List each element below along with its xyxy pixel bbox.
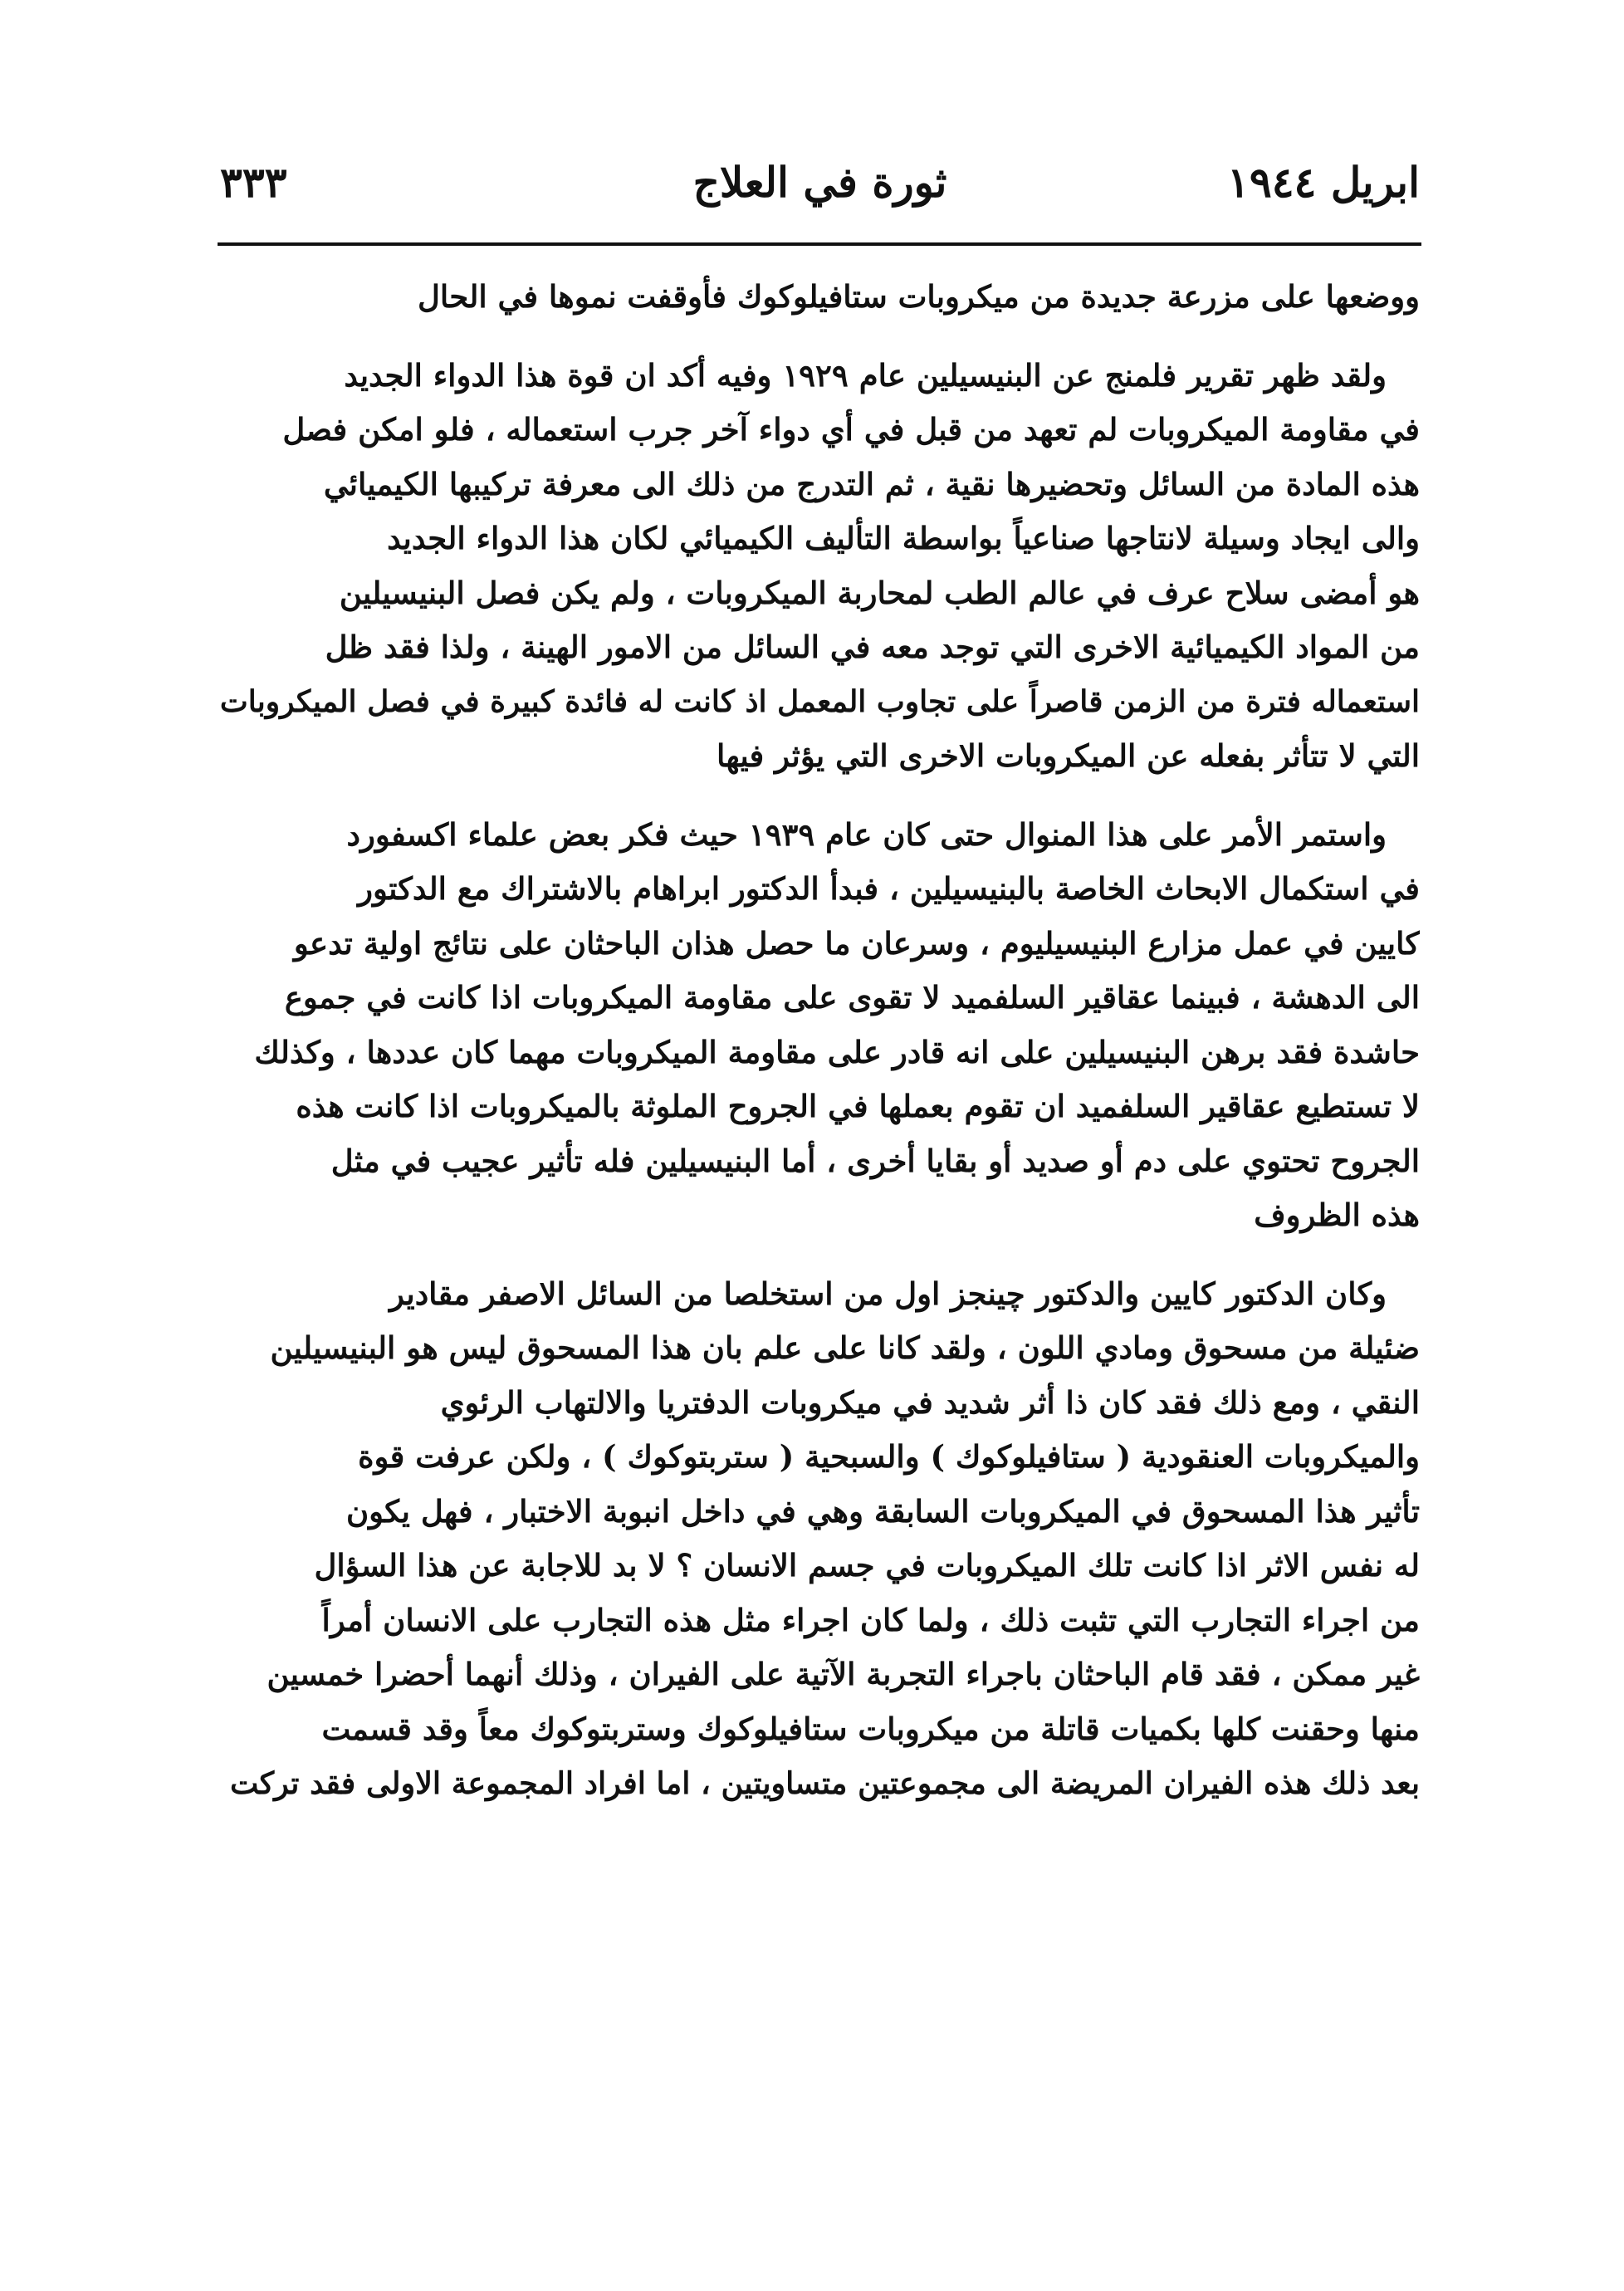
text-line: التي لا تتأثر بفعله عن الميكروبات الاخرى التي يؤثر فيها <box>717 737 1420 774</box>
text-line: بعد ذلك هذه الفيران المريضة الى مجموعتين متساويتين ، اما افراد المجموعة الاولى فقد تركت <box>229 1765 1420 1801</box>
text-line: الى الدهشة ، فبينما عقاقير السلفميد لا تقوى على مقاومة الميكروبات اذا كانت في جموع <box>284 979 1420 1016</box>
text-line: ووضعها على مزرعة جديدة من ميكروبات ستافيلوكوك فأوقفت نموها في الحال <box>418 278 1420 315</box>
text-line: هذه المادة من السائل وتحضيرها نقية ، ثم التدرج من ذلك الى معرفة تركيبها الكيميائي <box>323 465 1420 502</box>
article-body <box>220 270 1420 1811</box>
paragraph <box>220 808 1420 1243</box>
page-number: ٣٣٣ <box>220 158 287 207</box>
text-line: من المواد الكيميائية الاخرى التي توجد معه في السائل من الامور الهينة ، ولذا فقد ظل <box>325 629 1420 665</box>
text-line: والى ايجاد وسيلة لانتاجها صناعياً بواسطة التأليف الكيميائي لكان هذا الدواء الجديد <box>387 520 1420 556</box>
issue-date: ابريل ١٩٤٤ <box>1226 158 1420 207</box>
text-line: لا تستطيع عقاقير السلفميد ان تقوم بعملها في الجروح الملوثة بالميكروبات اذا كانت هذه <box>296 1088 1420 1124</box>
text-line: هذه الظروف <box>1254 1197 1420 1233</box>
text-line: في استكمال الابحاث الخاصة بالبنيسيلين ، فبدأ الدكتور ابراهام بالاشتراك مع الدكتور <box>358 870 1420 907</box>
text-line: حاشدة فقد برهن البنيسيلين على انه قادر على مقاومة الميكروبات مهما كان عددها ، وكذلك <box>254 1033 1420 1070</box>
paragraph <box>220 270 1420 325</box>
text-line: وكان الدكتور كايين والدكتور چينجز اول من استخلصا من السائل الاصفر مقادير <box>389 1275 1387 1312</box>
text-line: النقي ، ومع ذلك فقد كان ذا أثر شديد في ميكروبات الدفتريا والالتهاب الرئوي <box>440 1383 1420 1421</box>
text-line: منها وحقنت كلها بكميات قاتلة من ميكروبات ستافيلوكوك وستربتوكوك معاً وقد قسمت <box>321 1710 1420 1747</box>
text-line: الجروح تحتوي على دم أو صديد أو بقايا أخرى ، أما البنيسيلين فله تأثير عجيب في مثل <box>330 1142 1420 1179</box>
text-line: تأثير هذا المسحوق في الميكروبات السابقة وهي في داخل انبوبة الاختبار ، فهل يكون <box>345 1492 1420 1530</box>
text-line: ضئيلة من مسحوق ومادي اللون ، ولقد كانا على علم بان هذا المسحوق ليس هو البنيسيلين <box>270 1329 1420 1366</box>
running-title: ثورة في العلاج <box>692 158 947 207</box>
text-line: غير ممكن ، فقد قام الباحثان باجراء التجربة الآتية على الفيران ، وذلك أنهما أحضرا خمسين <box>267 1656 1420 1692</box>
text-line: والميكروبات العنقودية ( ستافيلوكوك ) والسبحية ( ستربتوكوك ) ، ولكن عرفت قوة <box>358 1438 1420 1475</box>
text-line: له نفس الاثر اذا كانت تلك الميكروبات في جسم الانسان ؟ لا بد للاجابة عن هذا السؤال <box>314 1547 1420 1584</box>
text-line: كايين في عمل مزارع البنيسيليوم ، وسرعان ما حصل هذان الباحثان على نتائج اولية تدعو <box>293 924 1420 962</box>
text-line: في مقاومة الميكروبات لم تعهد من قبل في أي دواء آخر جرب استعماله ، فلو امكن فصل <box>282 411 1420 448</box>
text-line: استعماله فترة من الزمن قاصراً على تجاوب المعمل اذ كانت له فائدة كبيرة في فصل الميكروبات <box>220 683 1420 719</box>
header-divider <box>218 242 1421 246</box>
running-header <box>220 158 1420 233</box>
paragraph <box>220 349 1420 784</box>
paragraph <box>220 1267 1420 1811</box>
text-line: هو أمضى سلاح عرف في عالم الطب لمحاربة الميكروبات ، ولم يكن فصل البنيسيلين <box>339 574 1420 611</box>
text-line: ولقد ظهر تقرير فلمنج عن البنيسيلين عام ١٩٢٩ وفيه أكد ان قوة هذا الدواء الجديد <box>344 356 1387 394</box>
text-line: من اجراء التجارب التي تثبت ذلك ، ولما كان اجراء مثل هذه التجارب على الانسان أمراً <box>321 1601 1420 1638</box>
text-line: واستمر الأمر على هذا المنوال حتى كان عام ١٩٣٩ حيث فكر بعض علماء اكسفورد <box>346 815 1387 853</box>
